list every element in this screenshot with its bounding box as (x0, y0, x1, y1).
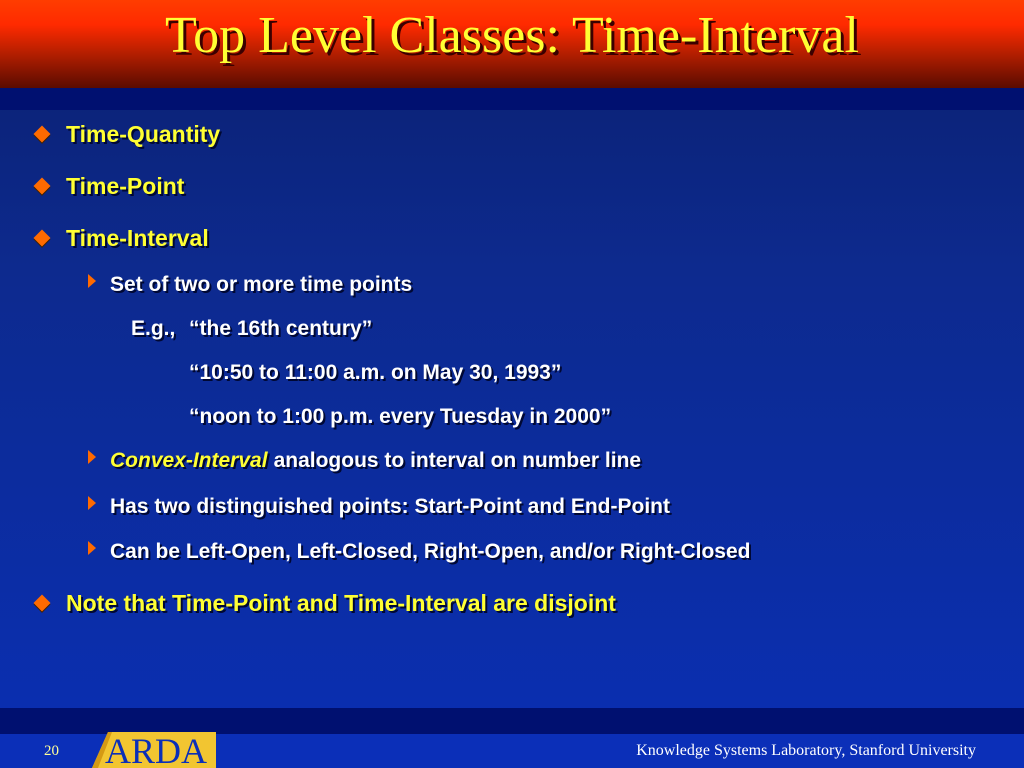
sub-bullet-text: Set of two or more time points (110, 273, 413, 296)
logo-text: ARDA (104, 731, 208, 768)
triangle-bullet-icon (88, 541, 96, 555)
triangle-bullet-icon (88, 450, 96, 464)
triangle-bullet-icon (88, 496, 96, 510)
arda-logo (86, 729, 216, 768)
sub-bullet-distinguished-points (88, 490, 670, 524)
triangle-bullet-icon (88, 274, 96, 288)
sub-bullet-convex-interval (88, 444, 641, 478)
footer-institution: Knowledge Systems Laboratory, Stanford University (636, 742, 976, 759)
bullet-text: Time-Point (66, 172, 185, 199)
example-text: “10:50 to 11:00 a.m. on May 30, 1993” (189, 361, 562, 384)
title-underline-strip (0, 88, 1024, 110)
bullet-time-point (30, 169, 184, 203)
example-text: “noon to 1:00 p.m. every Tuesday in 2000” (189, 405, 612, 428)
diamond-bullet-icon (34, 126, 51, 143)
bullet-disjoint-note (30, 586, 616, 620)
bullet-time-quantity (30, 117, 220, 151)
sub-bullet-open-closed (88, 535, 750, 569)
example-prefix: E.g., (131, 317, 176, 340)
page-number: 20 (44, 743, 59, 759)
example-line-1-text (189, 312, 372, 346)
sub-bullet-text: Has two distinguished points: Start-Point and End-Point (110, 495, 670, 518)
bullet-text: Time-Interval (66, 224, 209, 251)
sub-bullet-set-of-points (88, 268, 412, 302)
example-line-1 (131, 312, 175, 346)
example-text: “the 16th century” (189, 317, 373, 340)
bullet-text: Time-Quantity (66, 120, 221, 147)
bullet-text: Note that Time-Point and Time-Interval are disjoint (66, 589, 616, 616)
slide-body (0, 110, 1024, 708)
sub-bullet-text: analogous to interval on number line (273, 449, 642, 472)
sub-bullet-text: Can be Left-Open, Left-Closed, Right-Open, and/or Right-Closed (110, 540, 751, 563)
slide-title: Top Level Classes: Time-Interval (165, 7, 859, 64)
bullet-time-interval (30, 221, 209, 255)
diamond-bullet-icon (34, 230, 51, 247)
diamond-bullet-icon (34, 595, 51, 612)
example-line-3 (189, 400, 611, 434)
example-line-2 (189, 356, 561, 390)
diamond-bullet-icon (34, 178, 51, 195)
emphasis-text: Convex-Interval (110, 449, 268, 472)
